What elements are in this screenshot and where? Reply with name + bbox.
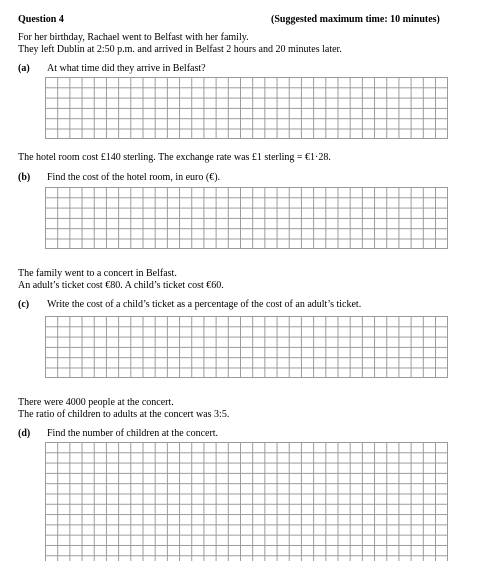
intro-line-1: For her birthday, Rachael went to Belfast with her family. <box>18 32 249 43</box>
answer-grid-d[interactable] <box>45 442 448 561</box>
part-a-question: At what time did they arrive in Belfast? <box>47 63 206 74</box>
info-c-line-1: The family went to a concert in Belfast. <box>18 268 177 279</box>
info-d-line-1: There were 4000 people at the concert. <box>18 397 174 408</box>
time-note: (Suggested maximum time: 10 minutes) <box>271 14 440 25</box>
answer-grid-a[interactable] <box>45 77 448 139</box>
part-b-label: (b) <box>18 172 31 183</box>
answer-grid-b[interactable] <box>45 187 448 249</box>
intro-line-2: They left Dublin at 2:50 p.m. and arrived in Belfast 2 hours and 20 minutes later. <box>18 44 342 55</box>
part-b-question: Find the cost of the hotel room, in euro (€). <box>47 172 221 183</box>
part-a-label: (a) <box>18 63 30 74</box>
part-d-label: (d) <box>18 428 31 439</box>
question-title: Question 4 <box>18 14 64 25</box>
part-d-question: Find the number of children at the concert. <box>47 428 219 439</box>
part-c-label: (c) <box>18 299 30 310</box>
answer-grid-c[interactable] <box>45 316 448 378</box>
info-b-line-1: The hotel room cost £140 sterling. The exchange rate was £1 sterling = €1·28. <box>18 152 331 163</box>
part-c-question: Write the cost of a child’s ticket as a percentage of the cost of an adult’s ticket. <box>47 299 362 310</box>
info-c-line-2: An adult’s ticket cost €80. A child’s ticket cost €60. <box>18 280 224 291</box>
info-d-line-2: The ratio of children to adults at the concert was 3:5. <box>18 409 230 420</box>
